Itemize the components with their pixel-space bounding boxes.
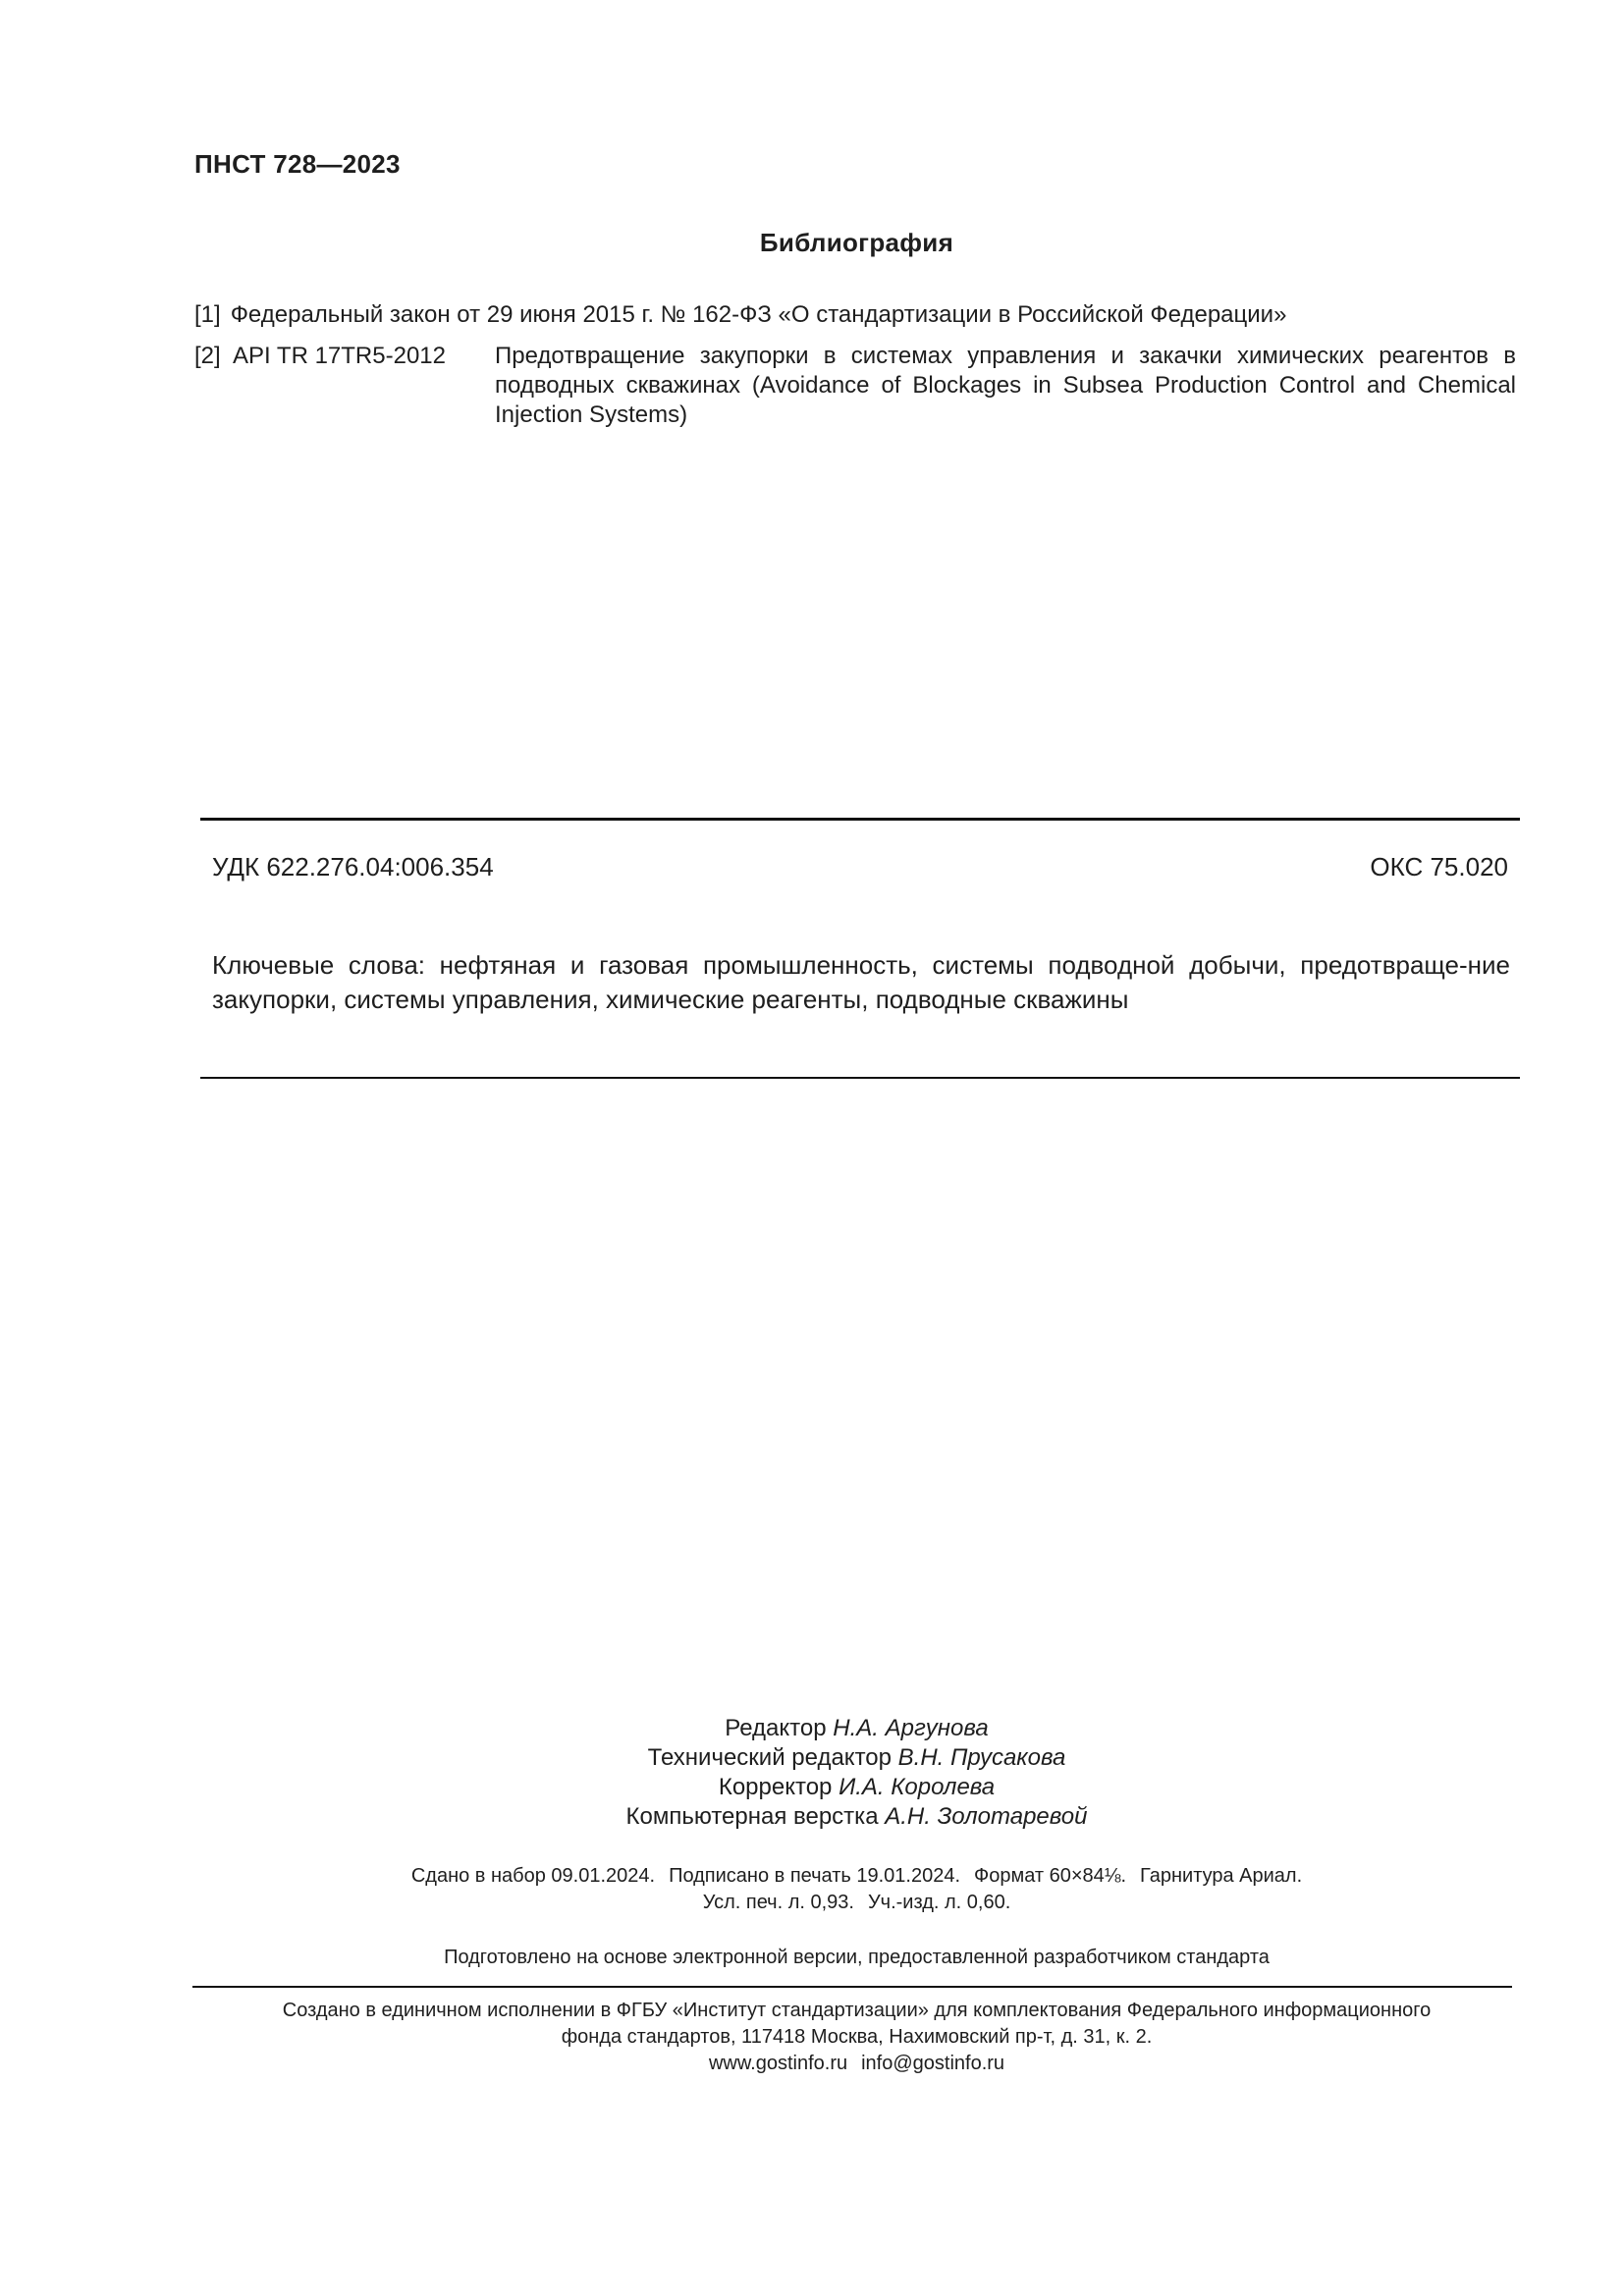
- publisher-info: [0, 1998, 1624, 2077]
- oks-code: ОКС 75.020: [1370, 852, 1508, 881]
- divider-bottom: [200, 1077, 1520, 1079]
- website-link[interactable]: www.gostinfo.ru: [708, 2053, 848, 2074]
- credit-technical-editor: Технический редактор В.Н. Прусакова: [647, 1744, 1066, 1771]
- email-link[interactable]: info@gostinfo.ru: [861, 2053, 1005, 2074]
- bibliography-title: Библиография: [759, 228, 954, 257]
- bibliography-entry-2-number: [2]: [194, 343, 221, 369]
- divider-footer: [192, 1986, 1512, 1988]
- print-info: [0, 1863, 1624, 1916]
- bibliography-entry-2-text: Предотвращение закупорки в системах управления и закачки химических реагентов в подводных скважинах (Avoidance of Blockages in Subsea Production Control and Chemical Injection Systems): [495, 343, 1516, 428]
- document-code: ПНСТ 728—2023: [194, 149, 401, 179]
- print-info-line-2: Усл. печ. л. 0,93. Уч.-изд. л. 0,60.: [702, 1892, 1011, 1913]
- print-info-line-1: Сдано в набор 09.01.2024. Подписано в печать 19.01.2024. Формат 60×84⅛. Гарнитура Ариал.: [410, 1865, 1303, 1887]
- credit-layout: Компьютерная верстка А.Н. Золотаревой: [625, 1803, 1088, 1830]
- keywords: Ключевые слова: нефтяная и газовая промышленность, системы подводной добычи, предотвраще-ние закупорки, системы управления, химические реагенты, подводные скважины: [212, 950, 1510, 1014]
- publisher-contacts: [0, 2051, 1624, 2077]
- credit-editor: Редактор Н.А. Аргунова: [725, 1715, 989, 1741]
- entry-text: Федеральный закон от 29 июня 2015 г. № 162-ФЗ «О стандартизации в Российской Федерации»: [230, 301, 1287, 328]
- publisher-line-2: фонда стандартов, 117418 Москва, Нахимовский пр-т, д. 31, к. 2.: [561, 2026, 1153, 2048]
- divider-top: [200, 818, 1520, 821]
- credit-proofreader: Корректор И.А. Королева: [718, 1774, 996, 1800]
- bibliography-entry-2-code: API TR 17TR5-2012: [233, 343, 446, 369]
- prepared-note: Подготовлено на основе электронной версии, предоставленной разработчиком стандарта: [444, 1947, 1270, 1968]
- publisher-line-1: Создано в единичном исполнении в ФГБУ «Институт стандартизации» для комплектования Федерального информационного: [282, 2000, 1432, 2021]
- udk-code: УДК 622.276.04:006.354: [212, 852, 494, 881]
- bibliography-entry-1: [194, 300, 1286, 330]
- entry-number: [1]: [194, 301, 221, 328]
- credits-block: [0, 1714, 1624, 1832]
